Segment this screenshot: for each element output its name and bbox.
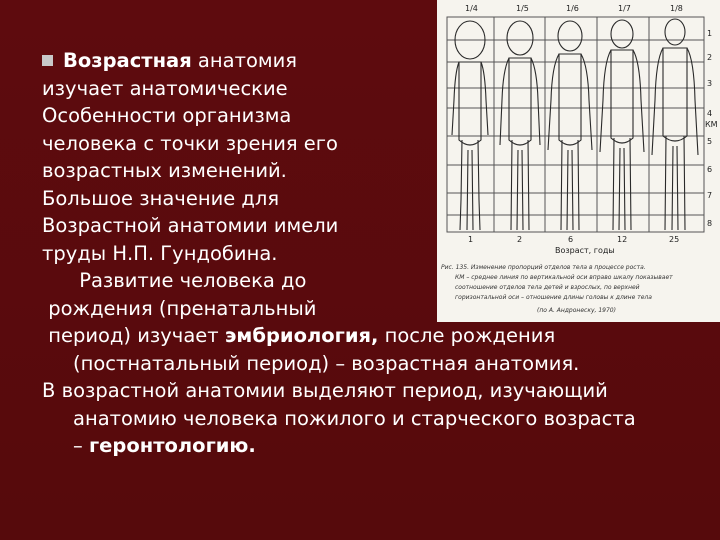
caption-line: (по А. Андронеску, 1970): [537, 307, 616, 314]
figure-child-12: [600, 20, 644, 230]
text-line-12: (постнатальный период) – возрастная анатомия.: [42, 351, 580, 375]
term-bold: Возрастная: [63, 49, 192, 72]
top-labels: [465, 4, 683, 13]
top-label: 1/8: [670, 4, 683, 13]
figure-svg: [437, 0, 720, 322]
bottom-label: 25: [669, 235, 680, 244]
text-line-2: изучает анатомические: [42, 76, 288, 100]
text-line-7: Возрастной анатомии имели: [42, 214, 339, 237]
caption-line: КМ – среднее линия по вертикальной оси вправо шкалу показывает: [455, 274, 673, 281]
caption-line: Рис. 135. Изменение пропорций отделов тела в процессе роста.: [441, 264, 646, 271]
bottom-label: 6: [568, 235, 574, 244]
figure-child-2: [500, 21, 540, 230]
text-line-8: труды Н.П. Гундобина.: [42, 241, 278, 265]
text-run: период) изучает: [42, 324, 225, 347]
bottom-labels: [468, 235, 679, 255]
figure-adult: [652, 19, 698, 230]
text-run: после рождения: [378, 324, 556, 347]
text-line-13: В возрастной анатомии выделяют период, изучающий: [42, 379, 608, 402]
right-label: 2: [707, 53, 713, 62]
figure-child-6: [548, 21, 592, 230]
figure-caption: [441, 264, 673, 314]
right-label: 5: [707, 137, 713, 146]
figure-toddler: [452, 21, 488, 230]
caption-line: соотношение отделов тела детей и взрослых, по верхней: [455, 284, 640, 291]
text-line-4: человека с точки зрения его: [42, 131, 338, 155]
right-label: 8: [707, 219, 713, 228]
term-bold: геронтологию.: [88, 434, 256, 457]
text-line-9: Развитие человека до: [42, 269, 307, 292]
right-label: 1: [707, 29, 713, 38]
text-line-15: [42, 432, 636, 460]
text-line-3: Особенности организма: [42, 104, 292, 127]
text-run: анатомия: [191, 49, 297, 72]
top-label: 1/7: [618, 4, 631, 13]
right-label: 4: [707, 109, 713, 118]
axis-title: Возраст, годы: [555, 246, 615, 255]
right-label: 6: [707, 165, 713, 174]
caption-line: горизонтальной оси – отношение длины головы к длине тела: [455, 294, 652, 301]
right-label: 3: [707, 79, 713, 88]
right-labels: [705, 29, 718, 228]
text-line-6: Большое значение для: [42, 186, 280, 210]
bottom-label: 1: [468, 235, 474, 244]
text-line-10: рождения (пренатальный: [42, 296, 317, 320]
square-bullet-icon: [42, 55, 53, 66]
top-label: 1/5: [516, 4, 529, 13]
right-label: КМ: [705, 120, 718, 129]
term-bold: эмбриология,: [224, 324, 379, 347]
right-label: 7: [707, 191, 713, 200]
text-run: –: [42, 434, 89, 457]
text-line-14: анатомию человека пожилого и старческого возраста: [42, 406, 636, 430]
top-label: 1/6: [566, 4, 579, 13]
body-proportions-figure: [437, 0, 720, 322]
bottom-label: 12: [617, 235, 628, 244]
text-line-5: возрастных изменений.: [42, 159, 287, 182]
bottom-label: 2: [517, 235, 523, 244]
top-label: 1/4: [465, 4, 478, 13]
text-line-11: [42, 322, 636, 350]
human-figures: [452, 19, 698, 230]
